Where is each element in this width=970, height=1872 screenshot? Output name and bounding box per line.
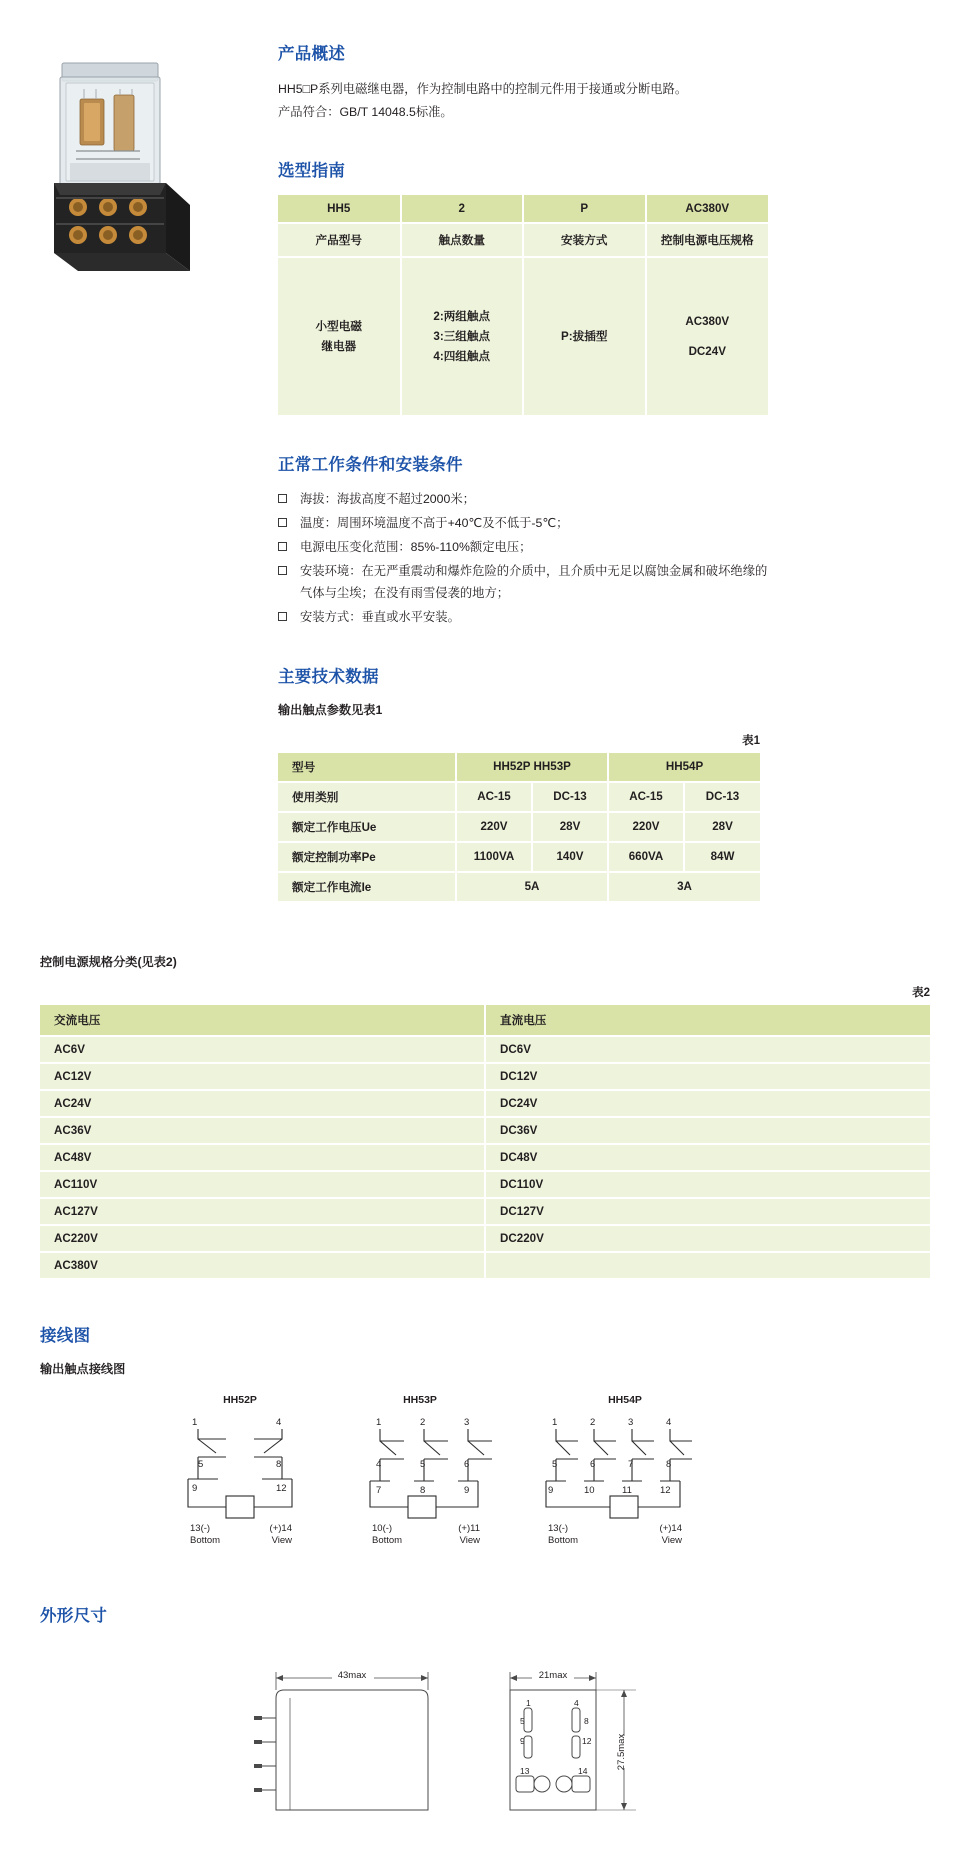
t1-cell: 660VA xyxy=(608,842,684,872)
diagram-title: HH53P xyxy=(403,1393,437,1406)
overview-paragraph-1: HH5□P系列电磁继电器，作为控制电路中的控制元件用于接通或分断电路。 xyxy=(278,82,688,96)
pin-label: 6 xyxy=(590,1458,596,1470)
pin-label: 7 xyxy=(376,1484,382,1496)
t2-dc-cell: DC12V xyxy=(485,1063,930,1090)
pin-label: 4 xyxy=(376,1458,382,1470)
t1-cell: 84W xyxy=(684,842,760,872)
coil-left-label: 10(-) xyxy=(372,1522,393,1534)
guide-subheader-2: 安装方式 xyxy=(523,223,646,257)
t2-dc-cell: DC48V xyxy=(485,1144,930,1171)
t2-dc-cell: DC110V xyxy=(485,1171,930,1198)
section-heading-conditions: 正常工作条件和安装条件 xyxy=(278,456,463,475)
conditions-list xyxy=(278,489,930,628)
view-label-left: Bottom xyxy=(190,1534,221,1546)
section-heading-overview: 产品概述 xyxy=(278,45,346,63)
wiring-diagram-group xyxy=(40,1391,930,1566)
t1-row-label: 额定控制功率Pe xyxy=(278,842,456,872)
diagram-title: HH54P xyxy=(608,1393,642,1406)
bottom-view-drawing xyxy=(510,1668,636,1810)
pin-label: 2 xyxy=(590,1416,596,1428)
t1-row-label: 额定工作电压Ue xyxy=(278,812,456,842)
guide-header-2: P xyxy=(523,195,646,223)
t2-dc-cell xyxy=(485,1252,930,1278)
pin-label: 12 xyxy=(582,1735,592,1746)
t1-cell: DC-13 xyxy=(684,782,760,812)
guide-cell-0 xyxy=(278,257,401,415)
pin-label: 4 xyxy=(574,1697,579,1708)
t2-dc-cell: DC6V xyxy=(485,1036,930,1063)
t1-group-2: HH54P xyxy=(608,753,760,782)
table-row xyxy=(40,1252,930,1278)
table1-wrapper xyxy=(278,732,760,901)
guide-cell-1-line-2: 4:四组触点 xyxy=(433,350,491,364)
condition-text: 电源电压变化范围：85%-110%额定电压； xyxy=(300,540,532,555)
t2-dc-cell: DC36V xyxy=(485,1117,930,1144)
table-row xyxy=(40,1090,930,1117)
checkbox-icon xyxy=(278,494,287,503)
view-label-right: View xyxy=(459,1534,480,1546)
section-heading-techdata: 主要技术数据 xyxy=(278,667,379,686)
t2-dc-cell: DC220V xyxy=(485,1225,930,1252)
pin-label: 8 xyxy=(276,1458,282,1470)
checkbox-icon xyxy=(278,566,287,575)
pin-label: 1 xyxy=(376,1416,382,1428)
techdata-lead: 输出触点参数见表1 xyxy=(278,702,383,717)
upper-content-column xyxy=(278,40,930,901)
pin-label: 4 xyxy=(666,1416,672,1428)
pin-label: 12 xyxy=(276,1482,287,1494)
wiring-section xyxy=(40,1322,930,1566)
guide-header-3: AC380V xyxy=(646,195,769,223)
table-row xyxy=(278,812,760,842)
guide-subheader-3: 控制电源电压规格 xyxy=(646,223,769,257)
table-row-header xyxy=(278,195,768,223)
t2-ac-cell: AC6V xyxy=(40,1036,485,1063)
pin-label: 9 xyxy=(548,1484,554,1496)
t1-cell: 220V xyxy=(456,812,532,842)
checkbox-icon xyxy=(278,518,287,527)
condition-text: 温度：周围环境温度不高于+40℃及不低于-5℃； xyxy=(300,516,569,531)
pin-label: 5 xyxy=(520,1715,525,1726)
guide-subheader-1: 触点数量 xyxy=(401,223,524,257)
t1-cell: 28V xyxy=(532,812,608,842)
pin-label: 9 xyxy=(464,1484,470,1496)
pin-label: 1 xyxy=(552,1416,558,1428)
checkbox-icon xyxy=(278,542,287,551)
view-label-left: Bottom xyxy=(548,1534,579,1546)
pin-label: 14 xyxy=(578,1765,588,1776)
condition-text: 安装环境：在无严重震动和爆炸危险的介质中，且介质中无足以腐蚀金属和破坏绝缘的 xyxy=(300,564,768,579)
pin-label: 6 xyxy=(464,1458,470,1470)
list-item xyxy=(278,489,930,511)
pin-label: 7 xyxy=(628,1458,634,1470)
list-item xyxy=(278,513,930,535)
voltage-lead: 控制电源规格分类(见表2) xyxy=(40,954,177,969)
table-row-header xyxy=(40,1005,930,1036)
pin-label: 9 xyxy=(520,1735,525,1746)
guide-cell-2-line-0: P:拔插型 xyxy=(561,329,608,343)
pin-label: 8 xyxy=(666,1458,672,1470)
guide-header-0: HH5 xyxy=(278,195,401,223)
guide-subheader-0: 产品型号 xyxy=(278,223,401,257)
guide-cell-1-line-1: 3:三组触点 xyxy=(433,329,491,343)
wiring-lead: 输出触点接线图 xyxy=(40,1361,126,1376)
guide-cell-2 xyxy=(523,257,646,415)
pin-label: 3 xyxy=(628,1416,634,1428)
guide-header-1: 2 xyxy=(401,195,524,223)
t1-cell: AC-15 xyxy=(456,782,532,812)
bottom-width-label: 21max xyxy=(538,1669,568,1681)
t2-dc-cell: DC24V xyxy=(485,1090,930,1117)
table-row-subheader xyxy=(278,223,768,257)
pin-label: 13 xyxy=(520,1765,530,1776)
t1-cell-span: 3A xyxy=(608,872,760,901)
guide-cell-3 xyxy=(646,257,769,415)
list-item xyxy=(278,561,930,605)
t2-ac-cell: AC12V xyxy=(40,1063,485,1090)
wiring-diagram-hh54p xyxy=(546,1394,692,1546)
pin-label: 8 xyxy=(584,1715,589,1726)
section-heading-wiring: 接线图 xyxy=(40,1326,91,1345)
table-row xyxy=(40,1144,930,1171)
voltage-section xyxy=(40,953,930,1278)
t2-dc-cell: DC127V xyxy=(485,1198,930,1225)
selection-guide-table xyxy=(278,195,768,415)
pin-label: 12 xyxy=(660,1484,671,1496)
pin-label: 5 xyxy=(198,1458,204,1470)
table-row xyxy=(278,842,760,872)
guide-cell-1-line-0: 2:两组触点 xyxy=(433,309,491,323)
table-row xyxy=(40,1198,930,1225)
view-label-right: View xyxy=(661,1534,682,1546)
condition-text-continued: 气体与尘埃；在没有雨雪侵袭的地方； xyxy=(300,585,510,600)
pin-label: 8 xyxy=(420,1484,426,1496)
condition-text: 海拔：海拔高度不超过2000米； xyxy=(300,492,475,507)
pin-label: 9 xyxy=(192,1482,198,1494)
control-voltage-table xyxy=(40,1005,930,1278)
wiring-diagram-hh53p xyxy=(370,1394,492,1546)
front-view-drawing xyxy=(254,1668,428,1810)
coil-right-label: (+)14 xyxy=(269,1522,292,1534)
pin-label: 4 xyxy=(276,1416,282,1428)
t2-ac-cell: AC48V xyxy=(40,1144,485,1171)
table-row xyxy=(278,782,760,812)
table-row xyxy=(40,1171,930,1198)
t1-cell: AC-15 xyxy=(608,782,684,812)
pin-label: 1 xyxy=(192,1416,198,1428)
guide-cell-0-line-0: 小型电磁 xyxy=(315,319,362,333)
pin-label: 5 xyxy=(552,1458,558,1470)
table-row xyxy=(278,872,760,901)
checkbox-icon xyxy=(278,612,287,621)
dimension-drawings xyxy=(40,1640,930,1840)
table-row-values xyxy=(278,257,768,415)
guide-cell-1 xyxy=(401,257,524,415)
t2-header-dc: 直流电压 xyxy=(485,1005,930,1036)
t1-row-label: 额定工作电流Ie xyxy=(278,872,456,901)
pin-label: 5 xyxy=(420,1458,426,1470)
t1-cell: 220V xyxy=(608,812,684,842)
list-item xyxy=(278,607,930,629)
t1-cell: 140V xyxy=(532,842,608,872)
t2-header-ac: 交流电压 xyxy=(40,1005,485,1036)
list-item xyxy=(278,537,930,559)
guide-cell-0-line-1: 继电器 xyxy=(321,339,357,353)
coil-left-label: 13(-) xyxy=(548,1522,569,1534)
top-section xyxy=(0,0,970,901)
pin-label: 1 xyxy=(526,1697,531,1708)
table1-caption: 表1 xyxy=(742,734,760,747)
table2-caption: 表2 xyxy=(912,986,930,999)
view-label-left: Bottom xyxy=(372,1534,403,1546)
section-heading-selection: 选型指南 xyxy=(278,162,346,181)
condition-text: 安装方式：垂直或水平安装。 xyxy=(300,609,460,624)
t1-cell: DC-13 xyxy=(532,782,608,812)
section-heading-dimensions: 外形尺寸 xyxy=(40,1606,108,1625)
diagram-title: HH52P xyxy=(223,1393,257,1406)
overview-text xyxy=(278,78,930,123)
t1-model-label: 型号 xyxy=(278,753,456,782)
output-contact-parameters-table xyxy=(278,753,760,901)
table-row xyxy=(40,1225,930,1252)
t1-cell: 1100VA xyxy=(456,842,532,872)
t2-ac-cell: AC127V xyxy=(40,1198,485,1225)
t1-cell: 28V xyxy=(684,812,760,842)
table-row xyxy=(40,1117,930,1144)
front-width-label: 43max xyxy=(337,1669,367,1681)
t1-cell-span: 5A xyxy=(456,872,608,901)
table-row-header xyxy=(278,753,760,782)
t2-ac-cell: AC110V xyxy=(40,1171,485,1198)
t2-ac-cell: AC220V xyxy=(40,1225,485,1252)
t1-group-1: HH52P HH53P xyxy=(456,753,608,782)
guide-cell-3-line-0: AC380V xyxy=(685,314,730,328)
bottom-height-label: 27.5max xyxy=(616,1733,627,1770)
t2-ac-cell: AC36V xyxy=(40,1117,485,1144)
pin-label: 2 xyxy=(420,1416,426,1428)
product-photo xyxy=(40,55,230,280)
t1-row-label: 使用类别 xyxy=(278,782,456,812)
t2-ac-cell: AC380V xyxy=(40,1252,485,1278)
t2-ac-cell: AC24V xyxy=(40,1090,485,1117)
coil-left-label: 13(-) xyxy=(190,1522,211,1534)
wiring-diagram-hh52p xyxy=(188,1394,292,1546)
overview-paragraph-2: 产品符合：GB/T 14048.5标准。 xyxy=(278,104,453,119)
table-row xyxy=(40,1063,930,1090)
coil-right-label: (+)14 xyxy=(659,1522,682,1534)
coil-right-label: (+)11 xyxy=(458,1522,480,1534)
table-row xyxy=(40,1036,930,1063)
pin-label: 10 xyxy=(584,1484,595,1496)
pin-label: 11 xyxy=(622,1484,632,1496)
guide-cell-3-line-1: DC24V xyxy=(688,344,726,358)
pin-label: 3 xyxy=(464,1416,470,1428)
dimensions-section xyxy=(40,1602,930,1840)
view-label-right: View xyxy=(271,1534,292,1546)
